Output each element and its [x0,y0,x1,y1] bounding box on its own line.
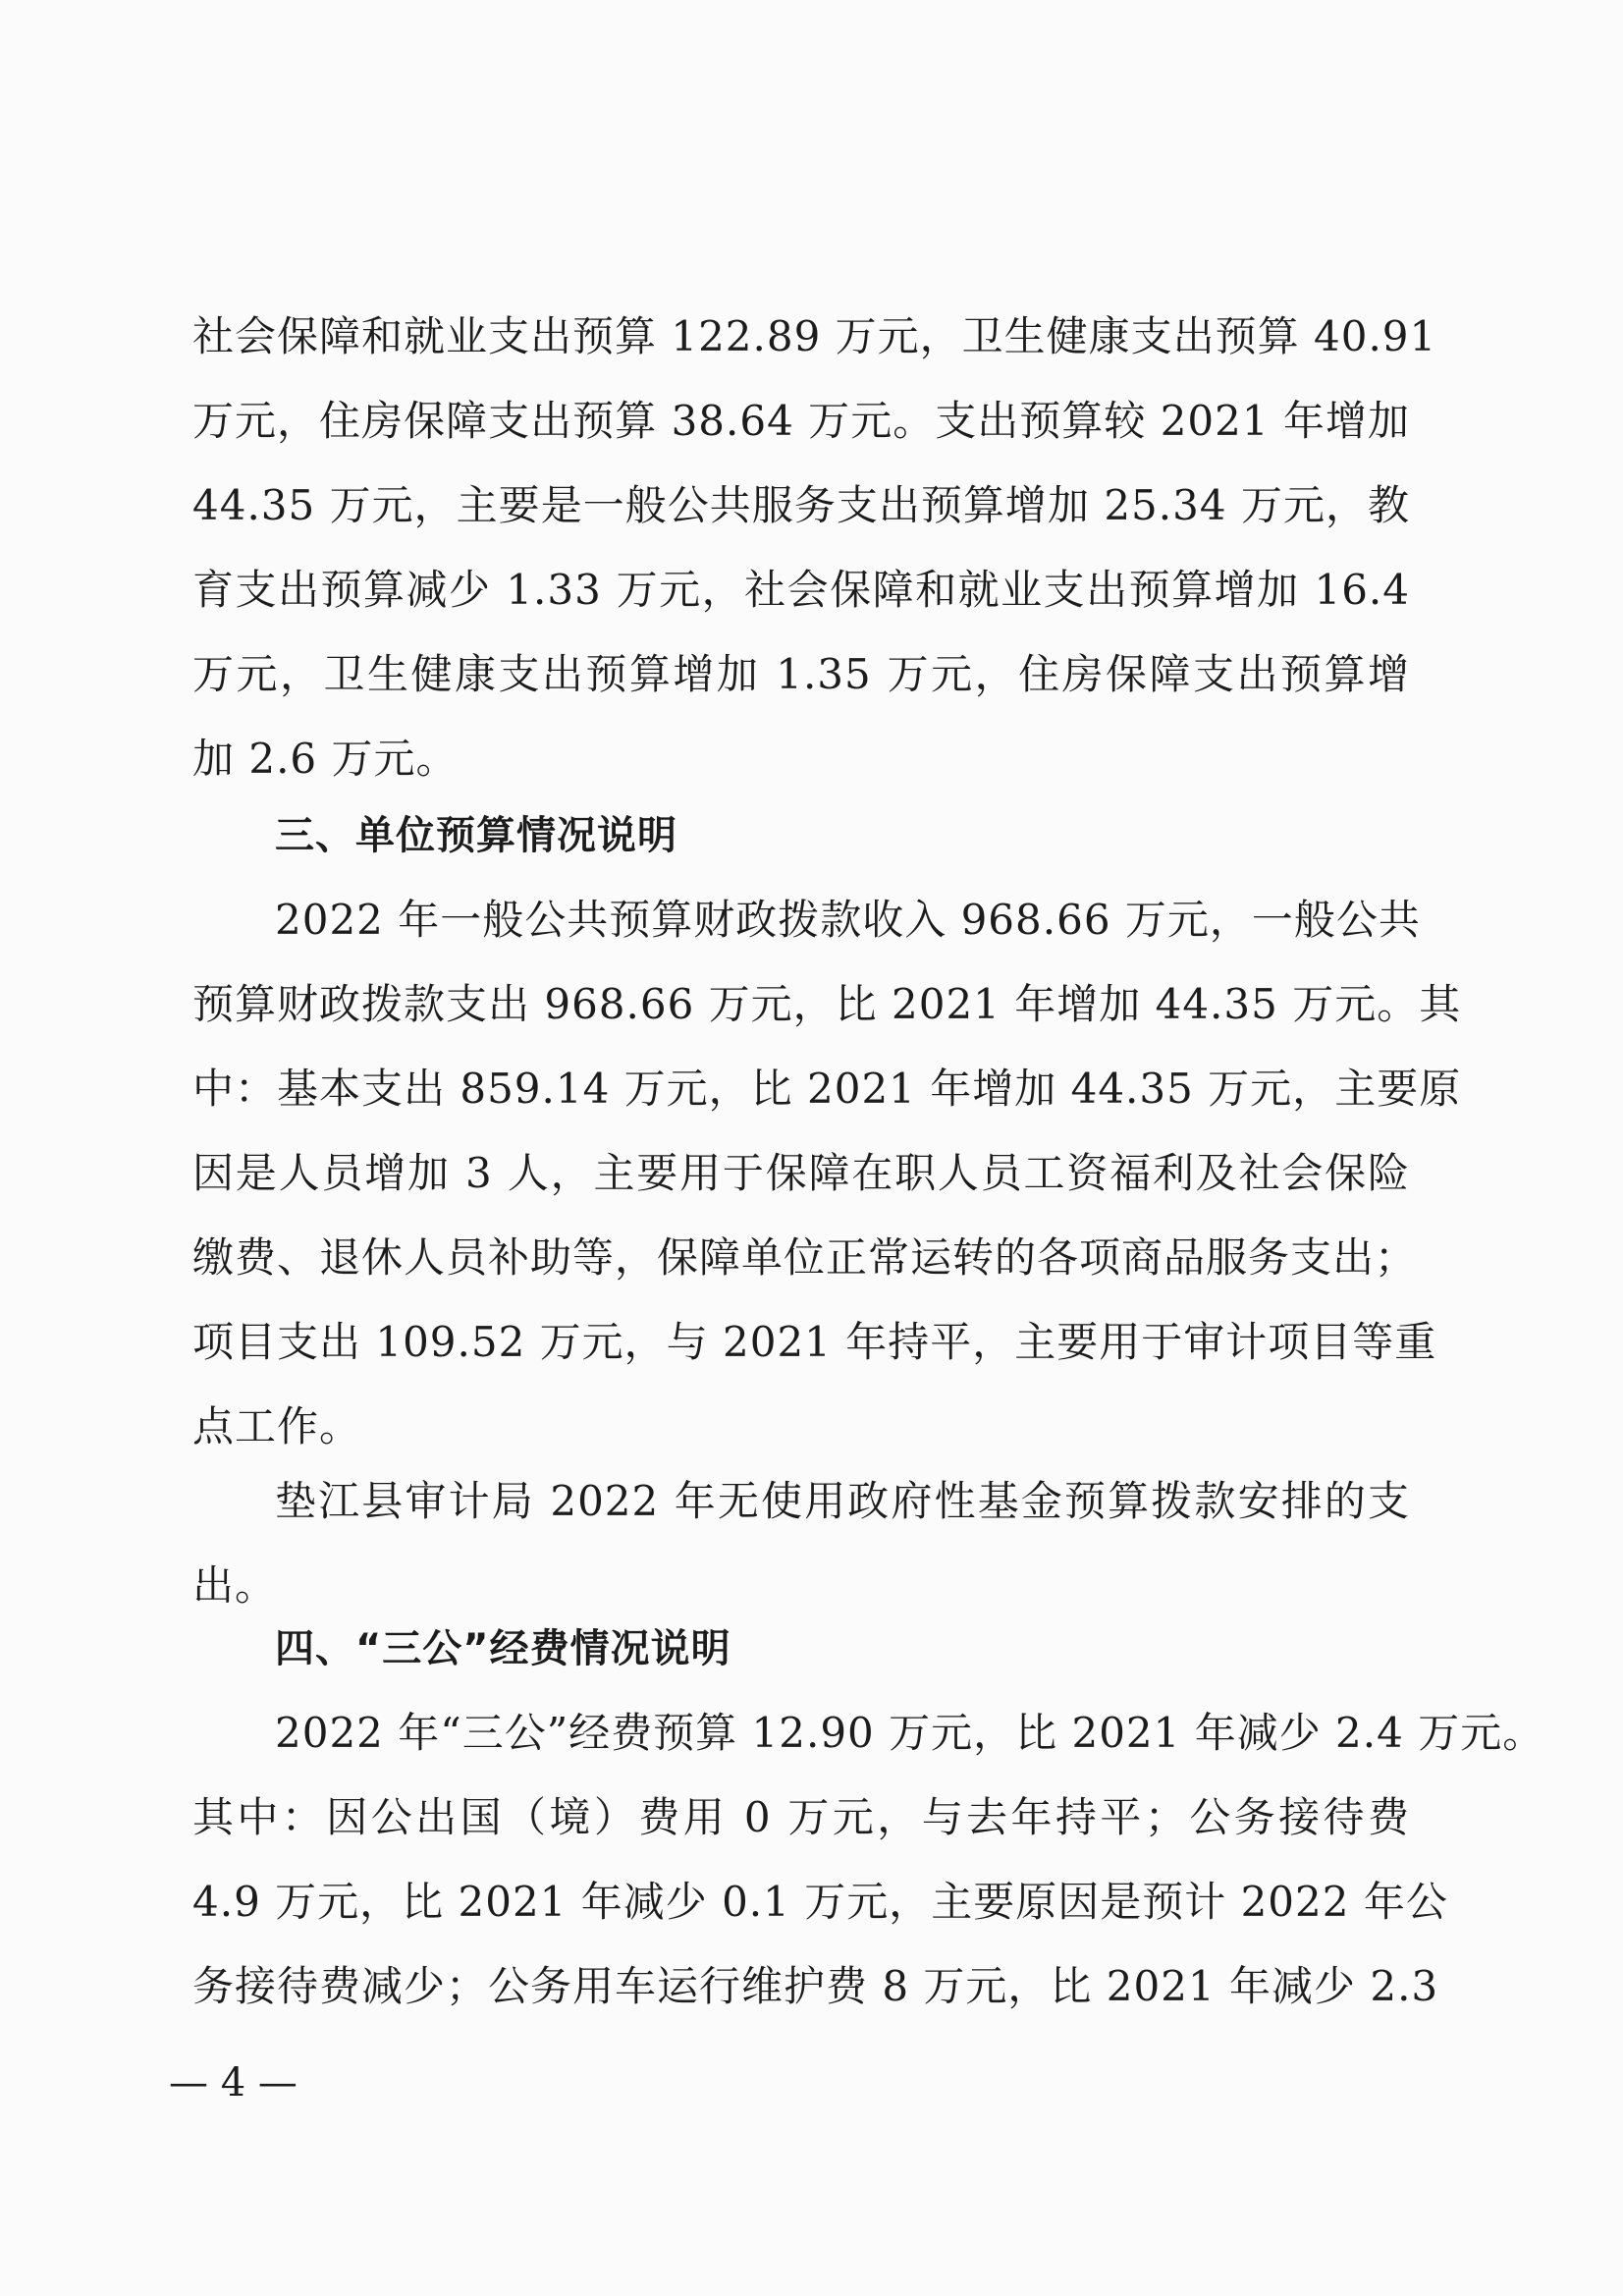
page-number: — 4 — [169,2060,298,2105]
text-line: 万元，卫生健康支出预算增加 1.35 万元，住房保障支出预算增 [192,650,1410,698]
text-line: 因是人员增加 3 人，主要用于保障在职人员工资福利及社会保险 [192,1149,1410,1197]
section-heading-unit-budget [192,793,1410,878]
text-line: 务接待费减少；公务用车运行维护费 8 万元，比 2021 年减少 2.3 [192,1962,1439,2010]
text-line: 44.35 万元，主要是一般公共服务支出预算增加 25.34 万元，教 [192,481,1410,529]
text-line: 2022 年“三公”经费预算 12.90 万元，比 2021 年减少 2.4 万元。 [275,1709,1545,1757]
section-heading-three-public [192,1607,1410,1691]
text-line: 缴费、退休人员补助等，保障单位正常运转的各项商品服务支出； [192,1233,1418,1282]
paragraph-three-public [192,1691,1545,2029]
text-line: 点工作。 [192,1402,362,1450]
section-heading: 四、“三公”经费情况说明 [275,1626,731,1671]
text-line: 加 2.6 万元。 [192,735,459,783]
text-line: 2022 年一般公共预算财政拨款收入 968.66 万元，一般公共 [275,896,1421,944]
paragraph-unit-budget [192,878,1462,1469]
paragraph-expenditure-budget [192,295,1437,801]
text-line: 垫江县审计局 2022 年无使用政府性基金预算拨款安排的支 [275,1477,1410,1525]
text-line: 项目支出 109.52 万元，与 2021 年持平，主要用于审计项目等重 [192,1318,1437,1366]
text-line: 社会保障和就业支出预算 122.89 万元，卫生健康支出预算 40.91 [192,312,1437,360]
text-line: 出。 [192,1561,278,1610]
section-heading: 三、单位预算情况说明 [275,813,677,858]
text-line: 育支出预算减少 1.33 万元，社会保障和就业支出预算增加 16.4 [192,566,1410,614]
text-line: 万元，住房保障支出预算 38.64 万元。支出预算较 2021 年增加 [192,397,1410,445]
text-line: 中：基本支出 859.14 万元，比 2021 年增加 44.35 万元，主要原 [192,1065,1462,1113]
text-line: 预算财政拨款支出 968.66 万元，比 2021 年增加 44.35 万元。其 [192,980,1462,1028]
paragraph-fund-budget [192,1459,1410,1628]
text-line: 其中：因公出国（境）费用 0 万元，与去年持平；公务接待费 [192,1793,1410,1841]
text-line: 4.9 万元，比 2021 年减少 0.1 万元，主要原因是预计 2022 年公 [192,1878,1448,1926]
